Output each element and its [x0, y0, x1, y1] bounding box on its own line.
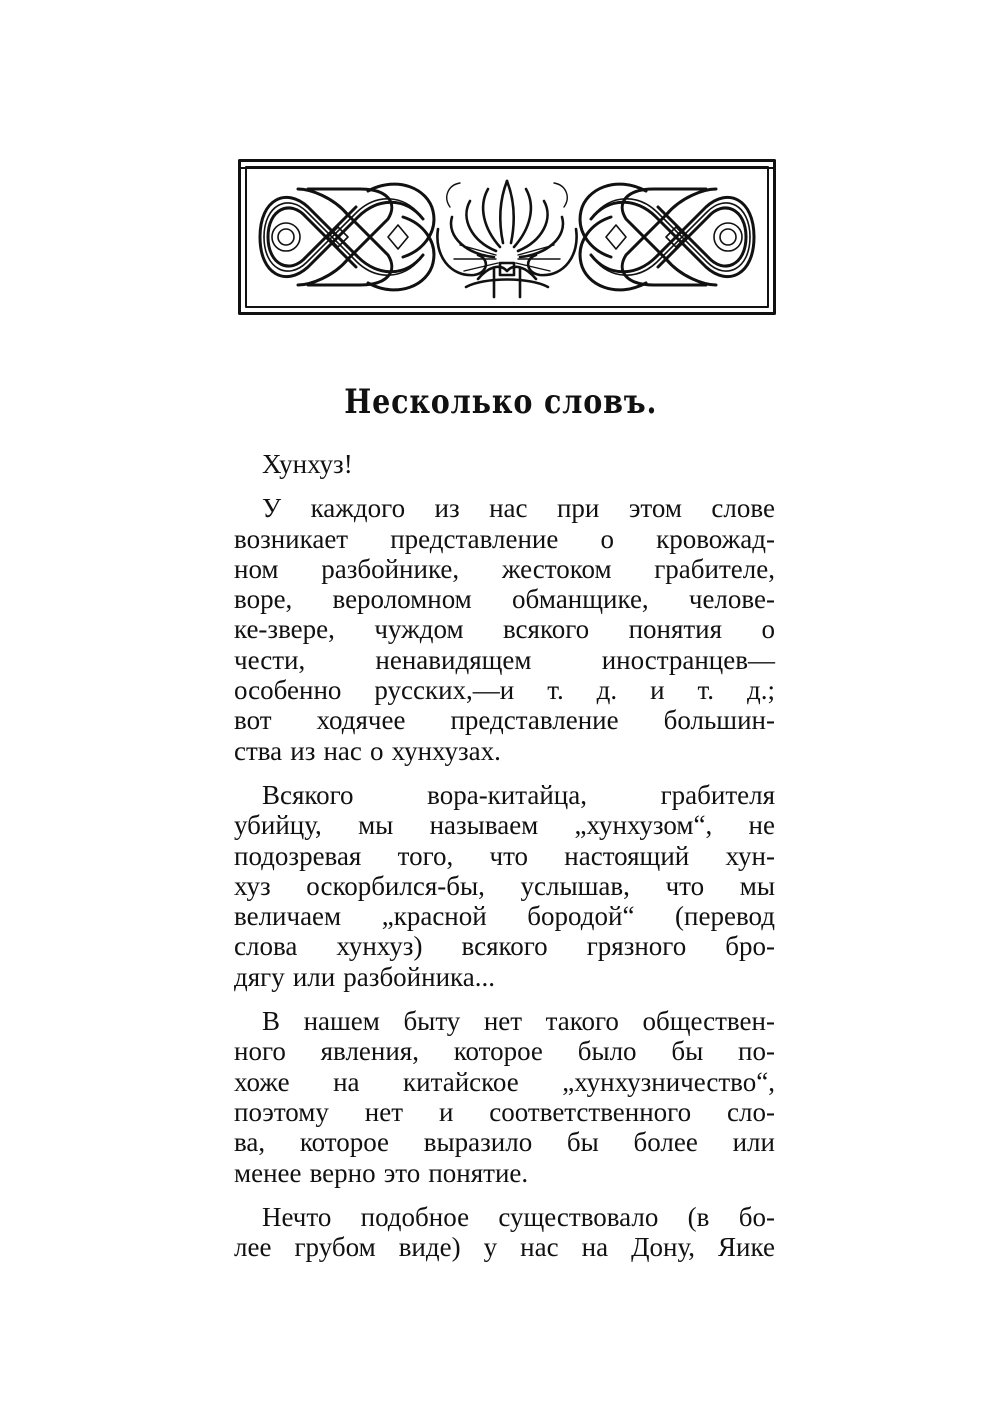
- text-line: ного явления, которое было бы по-: [234, 1036, 775, 1067]
- text-line: дягу или разбойника...: [234, 961, 495, 992]
- text-line: В нашем быту нет такого обществен-: [262, 1006, 775, 1037]
- page-title: Несколько словъ.: [344, 382, 658, 422]
- text-line: У каждого из нас при этом слове: [262, 493, 775, 524]
- text-line: вот ходячее представление большин-: [234, 705, 775, 736]
- text-line: убийцу, мы называем „хунхузом“, не: [234, 810, 775, 841]
- text-line: хуз оскорбился-бы, услышав, что мы: [234, 870, 775, 901]
- text-line: подозревая того, что настоящий хун-: [234, 840, 775, 871]
- text-line: чести, ненавидящем иностранцев—: [234, 644, 775, 675]
- text-line: лее грубом виде) у нас на Дону, Яике: [234, 1232, 775, 1263]
- text-line: слова хунхуз) всякого грязного бро-: [234, 931, 775, 962]
- body-text: [234, 449, 775, 1276]
- ornamental-headpiece: [238, 159, 776, 315]
- paragraph: [234, 1202, 775, 1263]
- text-line: хоже на китайское „хунхузничество“,: [234, 1066, 775, 1097]
- text-line: воре, вероломном обманщике, челове-: [234, 584, 775, 615]
- text-line: ства из нас о хунхузах.: [234, 735, 501, 766]
- text-line: поэтому нет и соответственного сло-: [234, 1096, 775, 1127]
- text-line: ном разбойнике, жестоком грабителе,: [234, 553, 775, 584]
- text-line: возникает представление о кровожад-: [234, 523, 775, 554]
- paragraph: [234, 493, 775, 766]
- text-line: Всякого вора-китайца, грабителя: [262, 779, 775, 810]
- text-line: менее верно это понятие.: [234, 1157, 529, 1188]
- paragraph: [234, 449, 775, 479]
- text-line: особенно русских,—и т. д. и т. д.;: [234, 675, 775, 706]
- paragraph: [234, 1006, 775, 1188]
- celtic-knot-ornament-icon: [238, 159, 776, 315]
- text-line: ке-звере, чуждом всякого понятия о: [234, 614, 775, 645]
- text-line: величаем „красной бородой“ (перевод: [234, 901, 775, 932]
- text-line: ва, которое выразило бы более или: [234, 1127, 775, 1158]
- text-line: Хунхуз!: [262, 449, 353, 479]
- paragraph: [234, 780, 775, 992]
- text-line: Нечто подобное существовало (в бо-: [262, 1201, 775, 1232]
